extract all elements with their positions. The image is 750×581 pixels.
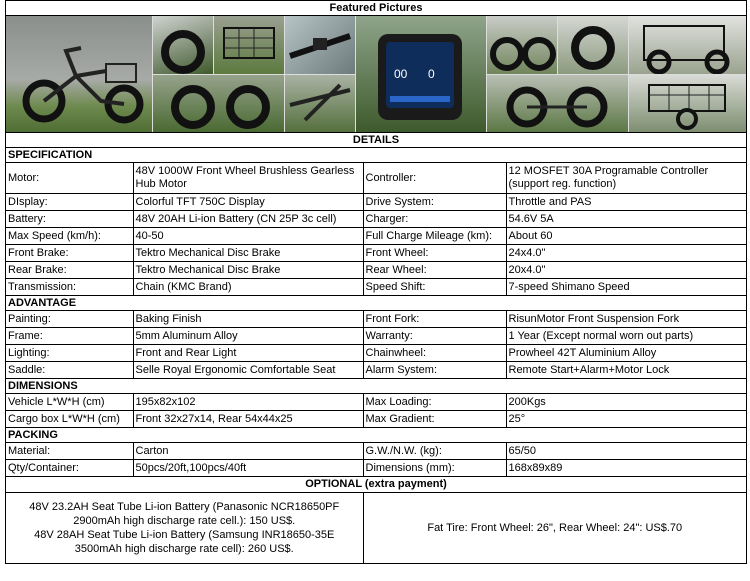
tire-grass-image bbox=[153, 16, 213, 74]
optional-heading: OPTIONAL (extra payment) bbox=[6, 477, 746, 493]
table-row: Lighting: Front and Rear Light Chainwheel: Prowheel 42T Aluminium Alloy bbox=[6, 345, 746, 362]
section-specification: SPECIFICATION bbox=[6, 148, 746, 163]
featured-pictures-strip bbox=[6, 16, 746, 133]
table-row: Frame: 5mm Aluminum Alloy Warranty: 1 Year (Except normal worn out parts) bbox=[6, 328, 746, 345]
table-row: Saddle: Selle Royal Ergonomic Comfortable Seat Alarm System: Remote Start+Alarm+Motor Lock bbox=[6, 362, 746, 379]
details-heading: DETAILS bbox=[6, 133, 746, 148]
featured-pictures-title: Featured Pictures bbox=[6, 1, 746, 16]
motor-hub-image bbox=[629, 16, 746, 74]
svg-text:00: 00 bbox=[394, 67, 408, 81]
seat-image bbox=[153, 75, 284, 132]
table-row: Battery: 48V 20AH Li-ion Battery (CN 25P 3c cell) Charger: 54.6V 5A bbox=[6, 211, 746, 228]
table-row: Vehicle L*W*H (cm) 195x82x102 Max Loading: 200Kgs bbox=[6, 394, 746, 411]
handlebar-controls-image bbox=[285, 16, 355, 74]
tft-display-image bbox=[356, 16, 486, 132]
table-row: Rear Brake: Tektro Mechanical Disc Brake Rear Wheel: 20x4.0" bbox=[6, 262, 746, 279]
cargo-basket-image bbox=[214, 16, 284, 74]
frame-detail-image bbox=[285, 75, 355, 132]
section-dimensions: DIMENSIONS bbox=[6, 379, 746, 394]
rear-trike-image bbox=[487, 16, 557, 74]
basket-closeup-image bbox=[558, 16, 628, 74]
rear-basket-image bbox=[629, 75, 746, 132]
section-advantage: ADVANTAGE bbox=[6, 296, 746, 311]
table-row: Material: Carton G.W./N.W. (kg): 65/50 bbox=[6, 443, 746, 460]
trike-illustration-icon bbox=[6, 16, 152, 132]
product-sheet bbox=[5, 0, 747, 564]
rear-wheels-image bbox=[487, 75, 628, 132]
optional-row bbox=[6, 493, 746, 564]
spec-table bbox=[6, 148, 746, 563]
table-row: Max Speed (km/h): 40-50 Full Charge Mileage (km): About 60 bbox=[6, 228, 746, 245]
table-row: Transmission: Chain (KMC Brand) Speed Shift: 7-speed Shimano Speed bbox=[6, 279, 746, 296]
section-packing: PACKING bbox=[6, 428, 746, 443]
trike-side-view-image bbox=[6, 16, 152, 132]
optional-fat-tire: Fat Tire: Front Wheel: 26", Rear Wheel: 24": US$.70 bbox=[363, 493, 746, 564]
table-row: DIsplay: Colorful TFT 750C Display Drive System: Throttle and PAS bbox=[6, 194, 746, 211]
table-row: Qty/Container: 50pcs/20ft,100pcs/40ft Dimensions (mm): 168x89x89 bbox=[6, 460, 746, 477]
svg-text:0: 0 bbox=[428, 67, 435, 81]
optional-battery-options: 48V 23.2AH Seat Tube Li-ion Battery (Panasonic NCR18650PF 2900mAh high discharge rate cell.): 150 US$. 48V 28AH Seat Tube Li-ion Battery (Samsung INR18650-35E 3500mAh high discharge rate cell): 260 US$. bbox=[6, 493, 363, 564]
table-row: Painting: Baking Finish Front Fork: RisunMotor Front Suspension Fork bbox=[6, 311, 746, 328]
table-row: Front Brake: Tektro Mechanical Disc Brake Front Wheel: 24x4.0" bbox=[6, 245, 746, 262]
table-row: Motor: 48V 1000W Front Wheel Brushless Gearless Hub Motor Controller: 12 MOSFET 30A Programable Controller (support reg. function) bbox=[6, 163, 746, 194]
table-row: Cargo box L*W*H (cm) Front 32x27x14, Rear 54x44x25 Max Gradient: 25° bbox=[6, 411, 746, 428]
